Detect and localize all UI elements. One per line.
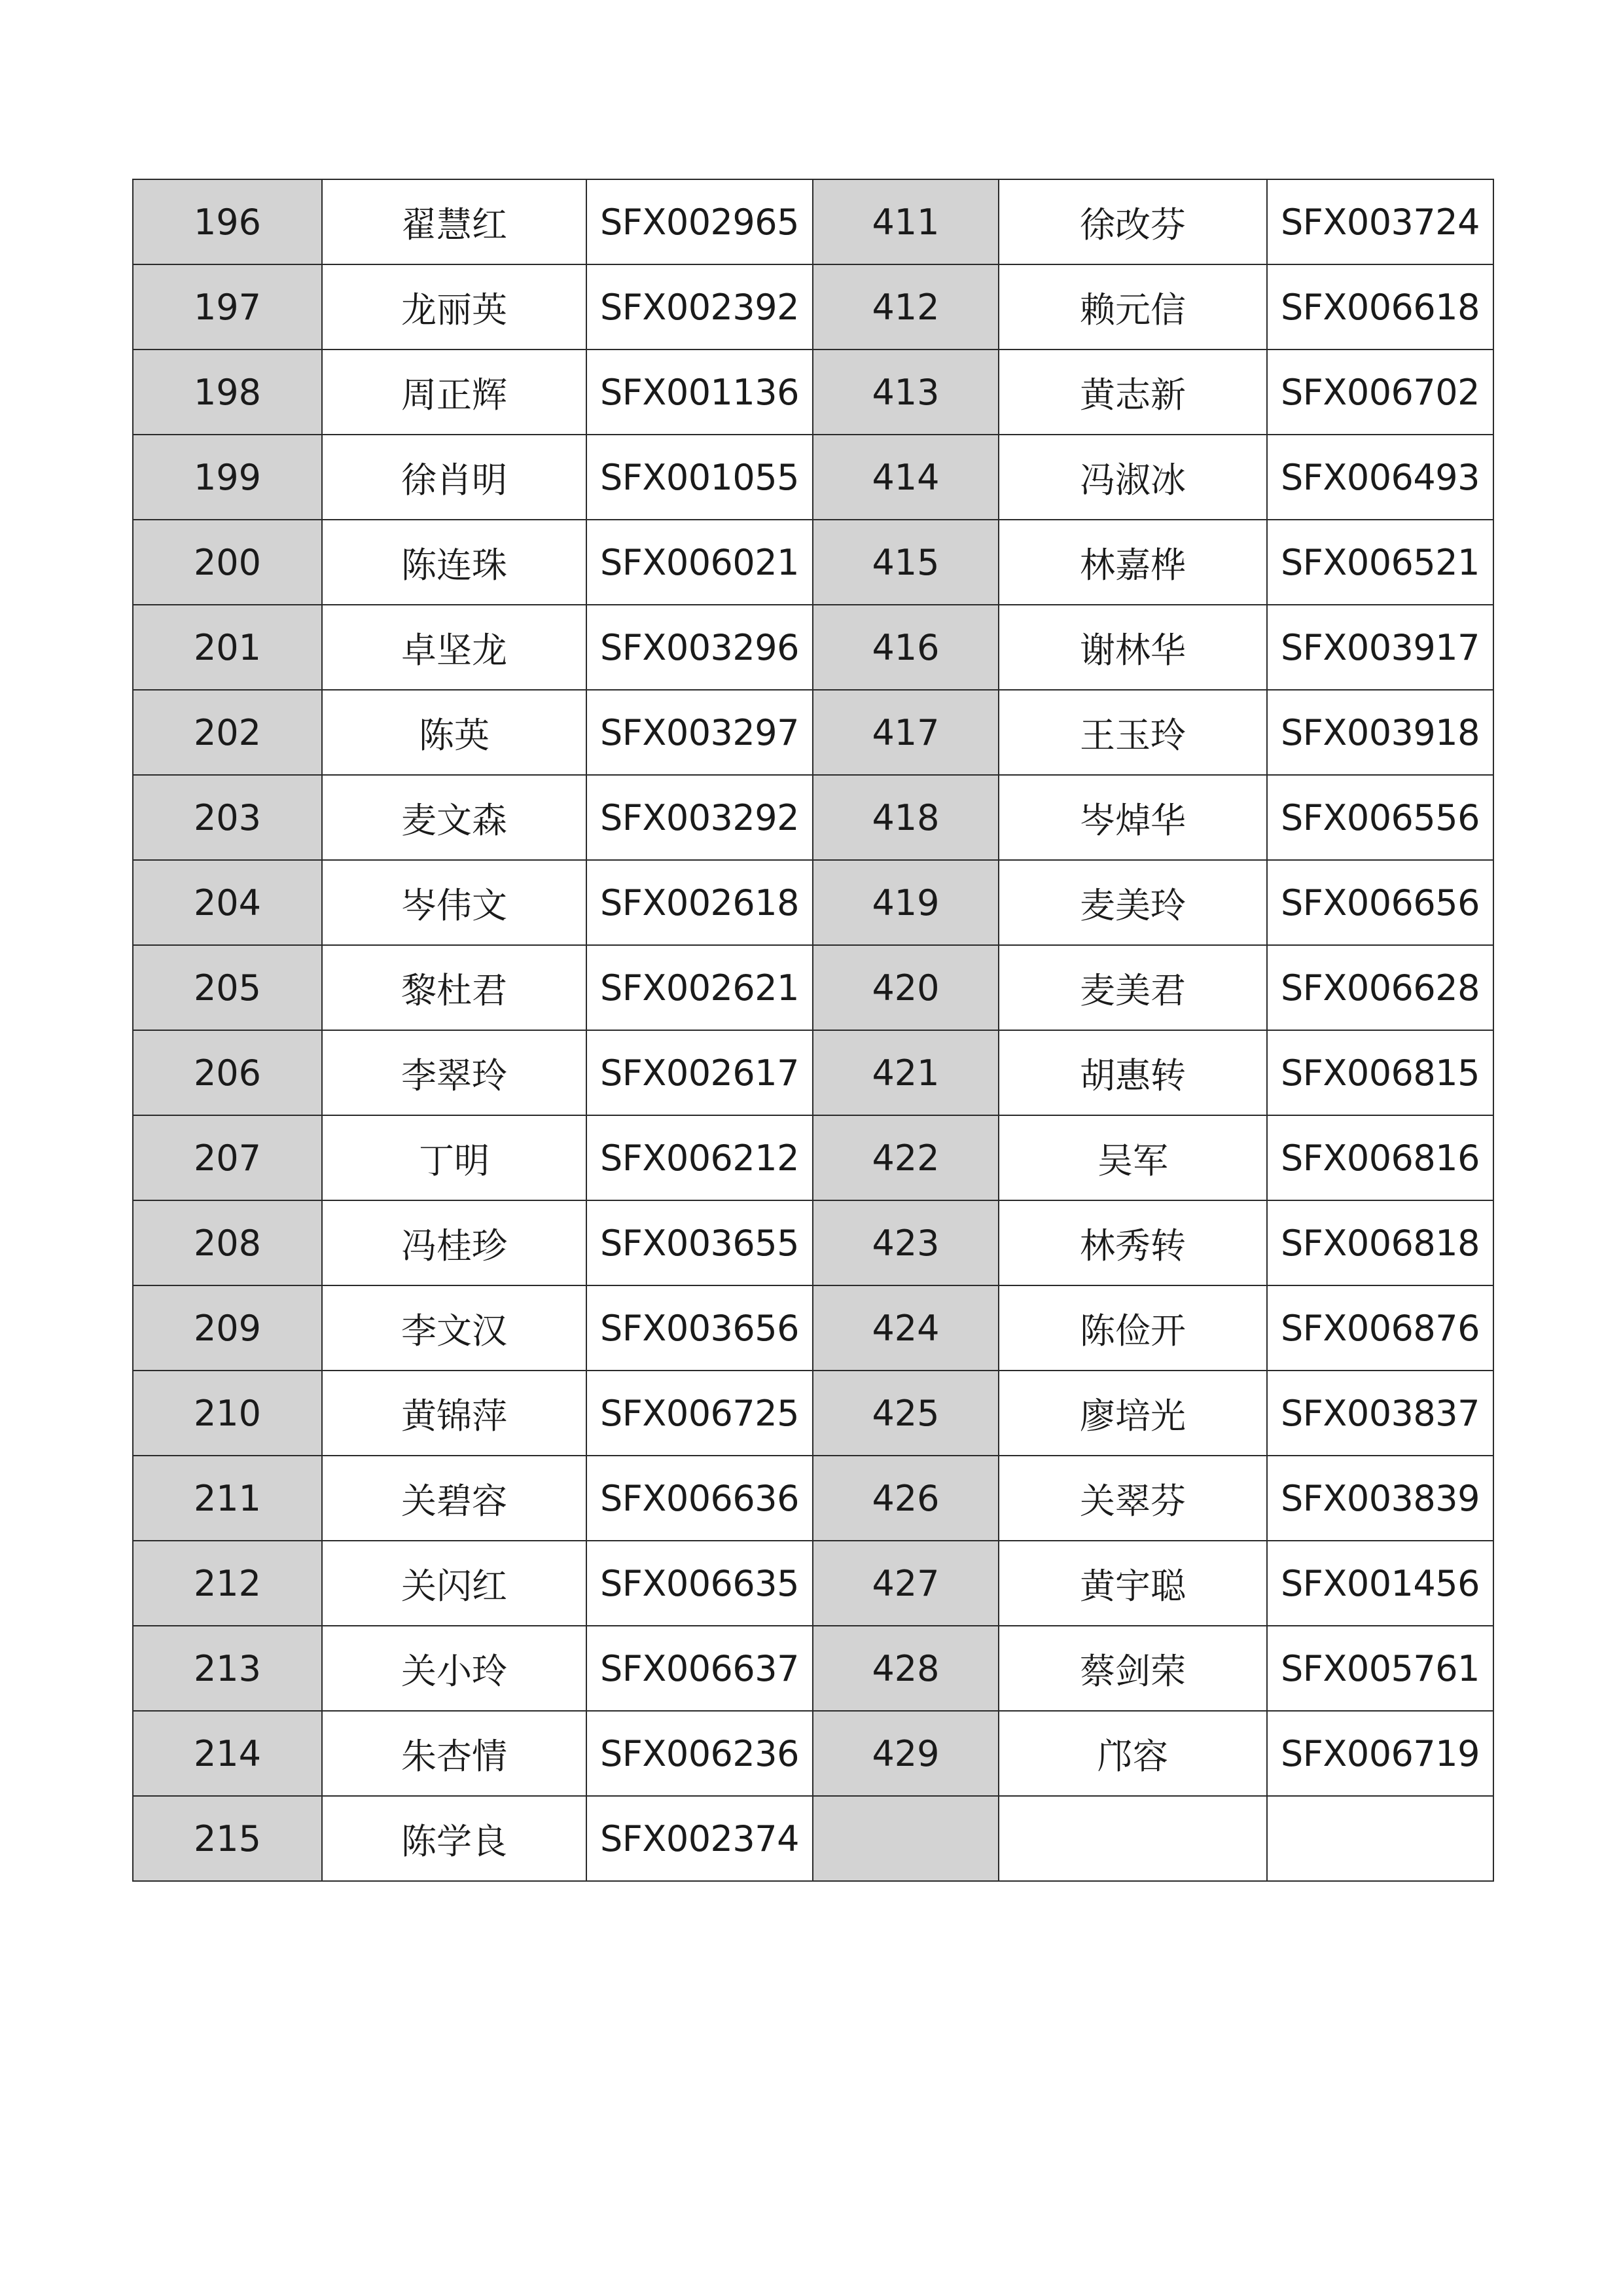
row-number-left: 206	[133, 1030, 322, 1115]
member-code-left: SFX006635	[586, 1541, 813, 1626]
member-code-right: SFX006556	[1267, 775, 1493, 860]
member-code-right: SFX003837	[1267, 1371, 1493, 1456]
row-number-left: 213	[133, 1626, 322, 1711]
member-code-right	[1267, 1796, 1493, 1881]
member-code-right: SFX006521	[1267, 520, 1493, 605]
member-code-left: SFX002621	[586, 945, 813, 1030]
person-name-right: 黄宇聪	[999, 1541, 1267, 1626]
member-code-left: SFX002392	[586, 264, 813, 350]
person-name-left: 岑伟文	[322, 860, 586, 945]
member-code-right: SFX006628	[1267, 945, 1493, 1030]
person-name-left: 关碧容	[322, 1456, 586, 1541]
person-name-right: 冯淑冰	[999, 435, 1267, 520]
member-code-right: SFX003918	[1267, 690, 1493, 775]
table-row	[133, 1371, 1493, 1456]
member-code-left: SFX003292	[586, 775, 813, 860]
person-name-right: 蔡剑荣	[999, 1626, 1267, 1711]
member-code-left: SFX006236	[586, 1711, 813, 1796]
person-name-right: 吴军	[999, 1115, 1267, 1200]
person-name-right: 王玉玲	[999, 690, 1267, 775]
person-name-left: 关小玲	[322, 1626, 586, 1711]
row-number-right: 416	[813, 605, 999, 690]
table-row	[133, 945, 1493, 1030]
table-row	[133, 605, 1493, 690]
table-row	[133, 1626, 1493, 1711]
member-code-right: SFX006876	[1267, 1285, 1493, 1371]
row-number-right: 429	[813, 1711, 999, 1796]
member-code-left: SFX006212	[586, 1115, 813, 1200]
row-number-left: 212	[133, 1541, 322, 1626]
member-code-left: SFX006636	[586, 1456, 813, 1541]
row-number-left: 211	[133, 1456, 322, 1541]
table-row	[133, 1456, 1493, 1541]
row-number-right: 417	[813, 690, 999, 775]
row-number-right: 414	[813, 435, 999, 520]
table-row	[133, 1285, 1493, 1371]
person-name-left: 麦文森	[322, 775, 586, 860]
person-name-left: 丁明	[322, 1115, 586, 1200]
person-name-left: 周正辉	[322, 350, 586, 435]
row-number-left: 204	[133, 860, 322, 945]
person-name-left: 陈英	[322, 690, 586, 775]
person-name-right: 黄志新	[999, 350, 1267, 435]
person-name-left: 黄锦萍	[322, 1371, 586, 1456]
row-number-left: 215	[133, 1796, 322, 1881]
table-row	[133, 690, 1493, 775]
row-number-right: 418	[813, 775, 999, 860]
row-number-left: 205	[133, 945, 322, 1030]
row-number-right: 413	[813, 350, 999, 435]
member-code-left: SFX003655	[586, 1200, 813, 1285]
row-number-right: 415	[813, 520, 999, 605]
row-number-right: 427	[813, 1541, 999, 1626]
row-number-right: 411	[813, 179, 999, 264]
member-code-left: SFX001055	[586, 435, 813, 520]
person-name-left: 李翠玲	[322, 1030, 586, 1115]
member-code-right: SFX003724	[1267, 179, 1493, 264]
row-number-left: 200	[133, 520, 322, 605]
member-code-left: SFX003297	[586, 690, 813, 775]
row-number-right: 419	[813, 860, 999, 945]
member-code-right: SFX006656	[1267, 860, 1493, 945]
row-number-right: 412	[813, 264, 999, 350]
member-code-left: SFX006021	[586, 520, 813, 605]
row-number-right: 424	[813, 1285, 999, 1371]
person-name-right: 陈俭开	[999, 1285, 1267, 1371]
member-code-left: SFX002965	[586, 179, 813, 264]
row-number-right	[813, 1796, 999, 1881]
member-code-left: SFX001136	[586, 350, 813, 435]
member-code-left: SFX003656	[586, 1285, 813, 1371]
table-row	[133, 1796, 1493, 1881]
person-name-right: 邝容	[999, 1711, 1267, 1796]
table-row	[133, 1711, 1493, 1796]
roster-table	[132, 179, 1494, 1882]
table-row	[133, 1541, 1493, 1626]
row-number-left: 210	[133, 1371, 322, 1456]
member-code-right: SFX005761	[1267, 1626, 1493, 1711]
member-code-right: SFX006493	[1267, 435, 1493, 520]
row-number-left: 214	[133, 1711, 322, 1796]
row-number-right: 428	[813, 1626, 999, 1711]
member-code-right: SFX006618	[1267, 264, 1493, 350]
row-number-right: 425	[813, 1371, 999, 1456]
row-number-left: 207	[133, 1115, 322, 1200]
person-name-left: 关闪红	[322, 1541, 586, 1626]
person-name-right: 林嘉桦	[999, 520, 1267, 605]
row-number-left: 198	[133, 350, 322, 435]
row-number-left: 209	[133, 1285, 322, 1371]
member-code-left: SFX002374	[586, 1796, 813, 1881]
row-number-left: 199	[133, 435, 322, 520]
row-number-left: 201	[133, 605, 322, 690]
table-row	[133, 435, 1493, 520]
table-row	[133, 775, 1493, 860]
member-code-left: SFX006637	[586, 1626, 813, 1711]
member-code-right: SFX003839	[1267, 1456, 1493, 1541]
member-code-right: SFX006816	[1267, 1115, 1493, 1200]
person-name-right	[999, 1796, 1267, 1881]
member-code-left: SFX006725	[586, 1371, 813, 1456]
person-name-right: 徐改芬	[999, 179, 1267, 264]
member-code-left: SFX002618	[586, 860, 813, 945]
row-number-left: 197	[133, 264, 322, 350]
person-name-right: 关翠芬	[999, 1456, 1267, 1541]
roster-table-body	[133, 179, 1493, 1881]
table-row	[133, 860, 1493, 945]
row-number-left: 203	[133, 775, 322, 860]
person-name-left: 陈学良	[322, 1796, 586, 1881]
row-number-right: 426	[813, 1456, 999, 1541]
person-name-right: 赖元信	[999, 264, 1267, 350]
member-code-right: SFX006815	[1267, 1030, 1493, 1115]
row-number-left: 202	[133, 690, 322, 775]
member-code-right: SFX006719	[1267, 1711, 1493, 1796]
row-number-left: 208	[133, 1200, 322, 1285]
person-name-left: 龙丽英	[322, 264, 586, 350]
person-name-left: 李文汉	[322, 1285, 586, 1371]
table-row	[133, 1030, 1493, 1115]
person-name-left: 冯桂珍	[322, 1200, 586, 1285]
person-name-right: 岑焯华	[999, 775, 1267, 860]
person-name-right: 麦美玲	[999, 860, 1267, 945]
member-code-right: SFX003917	[1267, 605, 1493, 690]
row-number-right: 423	[813, 1200, 999, 1285]
member-code-right: SFX006702	[1267, 350, 1493, 435]
person-name-left: 翟慧红	[322, 179, 586, 264]
person-name-left: 朱杏情	[322, 1711, 586, 1796]
table-row	[133, 1115, 1493, 1200]
person-name-left: 卓坚龙	[322, 605, 586, 690]
person-name-left: 徐肖明	[322, 435, 586, 520]
member-code-left: SFX002617	[586, 1030, 813, 1115]
member-code-right: SFX001456	[1267, 1541, 1493, 1626]
table-row	[133, 264, 1493, 350]
table-row	[133, 179, 1493, 264]
person-name-right: 胡惠转	[999, 1030, 1267, 1115]
row-number-right: 420	[813, 945, 999, 1030]
member-code-left: SFX003296	[586, 605, 813, 690]
person-name-right: 林秀转	[999, 1200, 1267, 1285]
row-number-right: 422	[813, 1115, 999, 1200]
person-name-right: 廖培光	[999, 1371, 1267, 1456]
member-code-right: SFX006818	[1267, 1200, 1493, 1285]
person-name-right: 麦美君	[999, 945, 1267, 1030]
person-name-left: 陈连珠	[322, 520, 586, 605]
table-row	[133, 350, 1493, 435]
table-row	[133, 520, 1493, 605]
row-number-left: 196	[133, 179, 322, 264]
person-name-left: 黎杜君	[322, 945, 586, 1030]
table-row	[133, 1200, 1493, 1285]
row-number-right: 421	[813, 1030, 999, 1115]
person-name-right: 谢林华	[999, 605, 1267, 690]
